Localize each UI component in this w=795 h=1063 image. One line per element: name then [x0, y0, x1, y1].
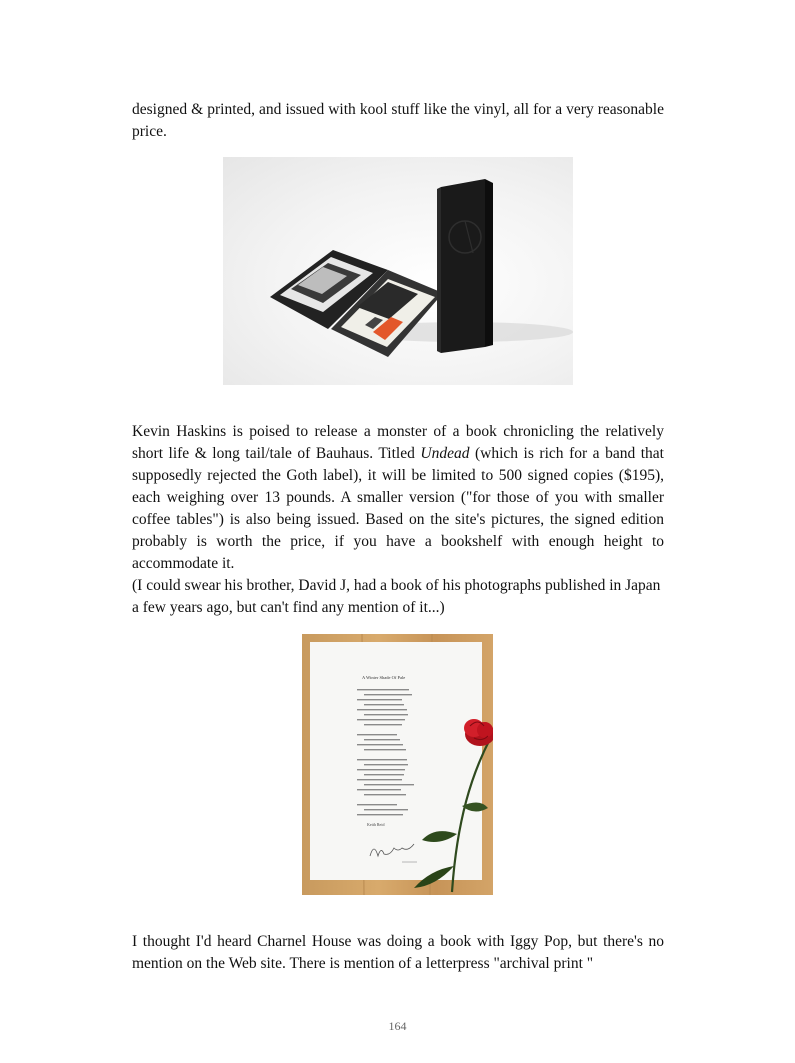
page-number: 164 — [388, 1019, 407, 1033]
paragraph-haskins — [132, 421, 664, 619]
book-illustration — [223, 157, 573, 385]
paragraph-bottom-text: I thought I'd heard Charnel House was doing a book with Iggy Pop, but there's no mention on the Web site. There is mention of a letterpress "archival print " — [132, 933, 664, 972]
print-illustration — [302, 634, 493, 895]
poem-title: A Winter Shade Of Pale — [362, 675, 406, 680]
book-title: Undead — [420, 445, 470, 462]
paragraph-haskins-main — [132, 421, 664, 575]
poem-author: Keith Reid — [367, 822, 385, 827]
book-box-set-photo — [223, 157, 573, 385]
letterpress-print-photo — [302, 634, 493, 895]
haskins-text-a: Kevin Haskins is poised to release a monster of a book chronicling the relatively short life & long tail/tale of Bauhaus. Titled — [132, 423, 664, 462]
haskins-text-b: (which is rich for a band that supposedly rejected the Goth label), it will be limited to 500 signed copies ($195), each weighing over 13 pounds. A smaller version ("for those of you with smaller coffee tables") is also being issued. Based on the site's pictures, the signed edition probably is worth the price, if you have a bookshelf with enough height to accommodate it. — [132, 445, 664, 572]
paragraph-haskins-aside: (I could swear his brother, David J, had a book of his photographs published in Japan a few years ago, but can't find any mention of it...) — [132, 577, 661, 616]
paragraph-top-text: designed & printed, and issued with kool stuff like the vinyl, all for a very reasonable price. — [132, 101, 664, 140]
paragraph-bottom — [132, 931, 664, 975]
paragraph-top — [132, 99, 664, 143]
